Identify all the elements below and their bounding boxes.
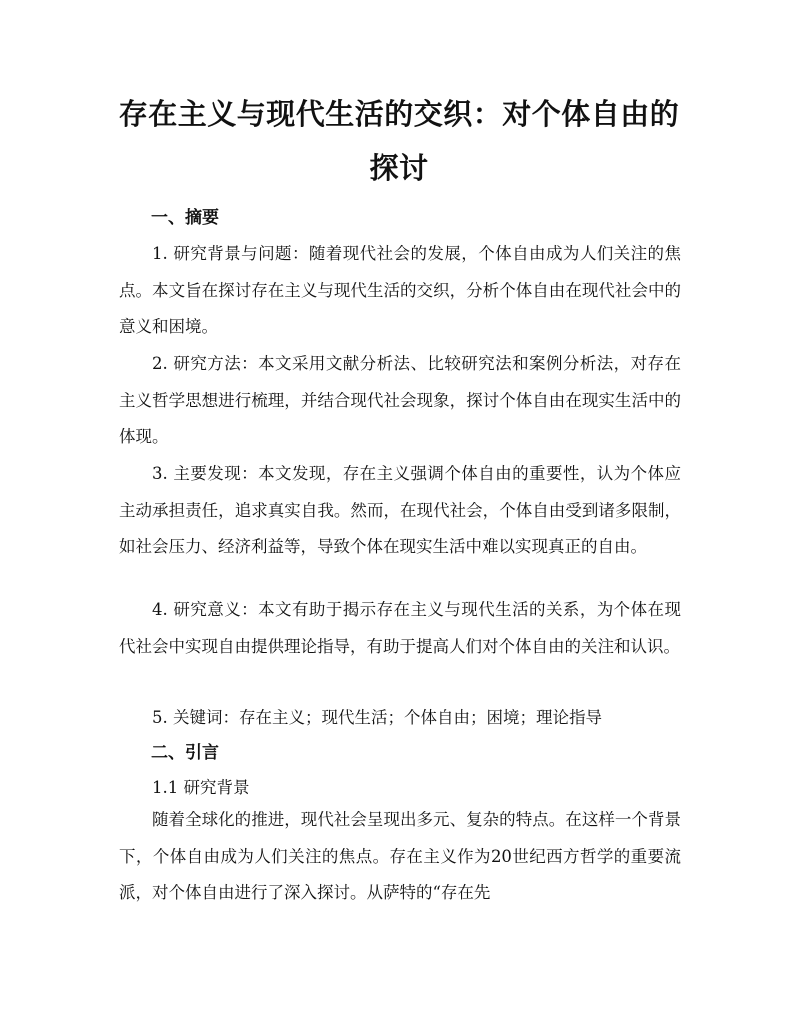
introduction-paragraph: 随着全球化的推进，现代社会呈现出多元、复杂的特点。在这样一个背景下，个体自由成为人们关注的焦点。存在主义作为20世纪西方哲学的重要流派，对个体自由进行了深入探讨。从萨特的“存在先 — [119, 810, 681, 903]
abstract-item-2: 2. 研究方法：本文采用文献分析法、比较研究法和案例分析法，对存在主义哲学思想进行梳理，并结合现代社会现象，探讨个体自由在现实生活中的体现。 — [119, 354, 681, 447]
section-heading-introduction: 二、引言 — [151, 743, 219, 763]
abstract-item-4: 4. 研究意义：本文有助于揭示存在主义与现代生活的关系，为个体在现代社会中实现自由提供理论指导，有助于提高人们对个体自由的关注和认识。 — [119, 600, 681, 656]
section-heading-abstract: 一、摘要 — [151, 208, 219, 228]
document-title-line-2: 探讨 — [369, 151, 429, 185]
abstract-keywords: 5. 关键词：存在主义；现代生活；个体自由；困境；理论指导 — [152, 708, 602, 727]
abstract-item-1: 1. 研究背景与问题：随着现代社会的发展，个体自由成为人们关注的焦点。本文旨在探讨存在主义与现代生活的交织，分析个体自由在现代社会中的意义和困境。 — [119, 244, 681, 337]
abstract-item-3: 3. 主要发现：本文发现，存在主义强调个体自由的重要性，认为个体应主动承担责任，追求真实自我。然而，在现代社会，个体自由受到诸多限制，如社会压力、经济利益等，导致个体在现实生活中难以实现真正的自由。 — [119, 464, 681, 557]
subsection-heading-research-background: 1.1 研究背景 — [152, 778, 250, 797]
document-title-line-1: 存在主义与现代生活的交织：对个体自由的 — [118, 97, 680, 131]
